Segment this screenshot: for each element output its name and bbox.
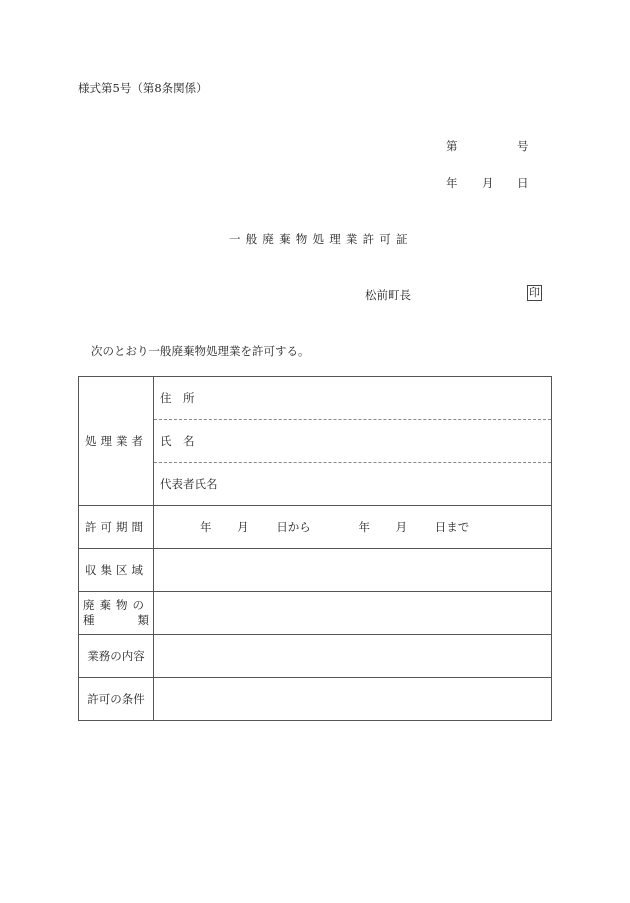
waste-type-value: [154, 592, 552, 635]
number-prefix: 第: [446, 139, 458, 153]
table-row-operator: [79, 377, 552, 506]
name-field: 氏 名: [154, 419, 551, 462]
period-value: [154, 506, 552, 549]
address-field: 住 所: [160, 391, 195, 405]
seal-mark: 印: [529, 286, 540, 299]
date-month: 月: [482, 176, 494, 190]
business-label: 業務の内容: [79, 635, 154, 678]
table-row-conditions: [79, 678, 552, 721]
representative-field: 代表者氏名: [154, 462, 551, 505]
from-year: 年: [200, 520, 212, 534]
waste-type-label: [79, 592, 154, 635]
operator-label: 処理業者: [79, 377, 154, 506]
form-number: 様式第5号（第8条関係）: [78, 81, 208, 95]
conditions-value: [154, 678, 552, 721]
from-day: 日から: [276, 520, 311, 534]
conditions-label: 許可の条件: [79, 678, 154, 721]
area-label: 収集区域: [79, 549, 154, 592]
waste-type-label-line1: 廃棄物の: [83, 598, 149, 612]
period-label: 許可期間: [79, 506, 154, 549]
permit-table: [78, 376, 552, 721]
issuer-name: 松前町長: [365, 288, 411, 302]
date-day: 日: [517, 176, 529, 190]
to-month: 月: [395, 520, 408, 534]
business-value: [154, 635, 552, 678]
document-title: 一般廃棄物処理業許可証: [229, 232, 413, 246]
to-day: 日まで: [434, 520, 470, 534]
to-year: 年: [358, 520, 370, 534]
area-value: [154, 549, 552, 592]
table-row-business: [79, 635, 552, 678]
waste-type-label-line2b: 類: [137, 613, 149, 627]
intro-text: 次のとおり一般廃棄物処理業を許可する。: [91, 344, 310, 358]
table-row-area: [79, 549, 552, 592]
waste-type-label-line2a: 種: [83, 613, 95, 627]
table-row-waste-type: [79, 592, 552, 635]
table-row-period: [79, 506, 552, 549]
operator-fields: [154, 377, 552, 506]
date-year: 年: [446, 176, 458, 190]
number-suffix: 号: [517, 139, 529, 153]
from-month: 月: [237, 520, 249, 534]
